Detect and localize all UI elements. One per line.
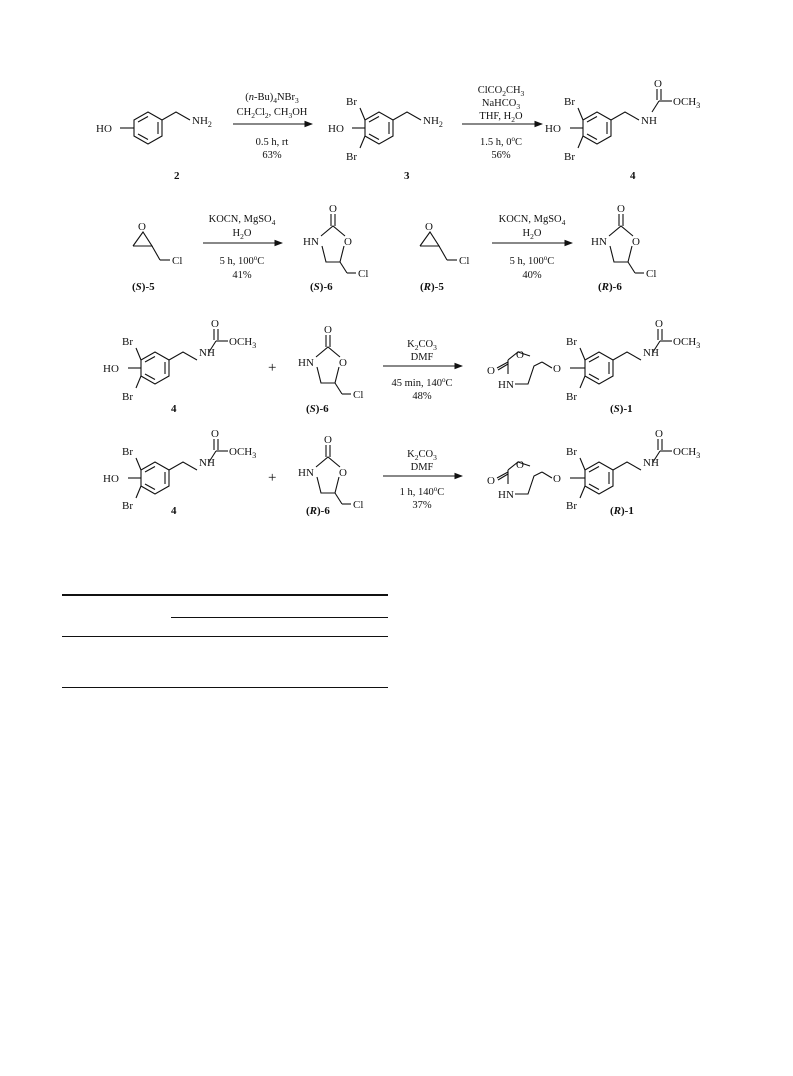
carbonyl-o: O: [324, 434, 332, 446]
ether-o: O: [553, 363, 561, 375]
br-top: Br: [564, 96, 575, 108]
cl-label: Cl: [358, 268, 369, 280]
reagent-k2co3: $K_2CO_3$: [407, 449, 437, 462]
reagent-clco2ch3: $ClCO_2CH_3$: [477, 85, 525, 98]
compound-4-label: 4: [171, 505, 177, 517]
yield-3: 48%: [412, 391, 432, 402]
reaction-arrow-1: [233, 92, 312, 161]
solvent-thf-h2o: THF, $H_2O$: [479, 111, 523, 124]
reaction-arrow-r: [492, 214, 572, 281]
compound-s-6-label: (S)-6: [310, 281, 333, 293]
compound-s-5: [132, 221, 182, 293]
plus-sign: +: [268, 470, 277, 486]
reagent-kocn: KOCN, MgSO$_4$: [208, 214, 276, 227]
carbonyl-o: O: [329, 203, 337, 215]
carbonyl-o: O: [324, 324, 332, 336]
compound-3-label: 3: [404, 170, 410, 182]
reagent-nahco3: NaHCO$_3$: [481, 98, 521, 111]
och3-label: $OCH_3$: [673, 446, 701, 460]
reagent-k2co3: $K_2CO_3$: [407, 339, 437, 352]
nh-label: NH: [643, 457, 659, 469]
ho-label: HO: [96, 123, 112, 135]
solvent-dmf: DMF: [410, 352, 434, 363]
carbonyl-o2: O: [655, 318, 663, 330]
yield-2: 56%: [491, 150, 511, 161]
reaction-arrow-4: [383, 449, 462, 511]
br-top: Br: [566, 336, 577, 348]
compound-s-6-label: (S)-6: [306, 403, 329, 415]
ho-label: HO: [328, 123, 344, 135]
ring-o: O: [516, 349, 524, 361]
time-temp-1: 0.5 h, rt: [255, 137, 289, 148]
time-temp-s: 5 h, 100$^o$C: [219, 254, 265, 267]
table-top-rule: [62, 594, 388, 596]
compound-r-5-label: (R)-5: [420, 281, 444, 293]
br-bottom: Br: [346, 151, 357, 163]
nh-label: NH: [643, 347, 659, 359]
table-bottom-rule: [62, 687, 388, 688]
carbonyl-o: O: [487, 365, 495, 377]
yield-1: 63%: [262, 150, 282, 161]
compound-r-5: [420, 221, 469, 293]
och3-label: $OCH_3$: [229, 446, 257, 460]
br-top: Br: [122, 446, 133, 458]
epoxide-o: O: [138, 221, 146, 233]
compound-4: [545, 78, 700, 182]
hn-label: HN: [591, 236, 607, 248]
row3-compound-s-6: [298, 324, 363, 415]
cl-label: Cl: [353, 389, 364, 401]
product-s-1: [487, 318, 700, 415]
carbonyl-o2: O: [655, 428, 663, 440]
ring-o: O: [339, 467, 347, 479]
reaction-arrow-3: [383, 339, 462, 402]
ring-o: O: [632, 236, 640, 248]
ether-o: O: [553, 473, 561, 485]
ring-o: O: [344, 236, 352, 248]
solvent-h2o: $H_2O$: [522, 228, 542, 241]
row4-compound-r-6: [298, 434, 363, 517]
time-temp-r: 5 h, 100$^o$C: [509, 254, 555, 267]
hn-label: HN: [298, 357, 314, 369]
time-temp-4: 1 h, 140$^o$C: [399, 485, 445, 498]
carbonyl-o: O: [654, 78, 662, 90]
compound-s-5-label: (S)-5: [132, 281, 155, 293]
reaction-arrow-2: [462, 85, 542, 161]
nh-label: NH: [199, 347, 215, 359]
reagent-kocn: KOCN, MgSO$_4$: [498, 214, 566, 227]
compound-r-6-label: (R)-6: [306, 505, 330, 517]
ring-o: O: [516, 459, 524, 471]
compound-2: [96, 112, 212, 182]
yield-4: 37%: [412, 500, 432, 511]
br-bottom: Br: [122, 500, 133, 512]
carbonyl-o: O: [211, 318, 219, 330]
reaction-arrow-s: [203, 214, 282, 281]
compound-s-6: [303, 203, 368, 293]
br-bottom: Br: [566, 500, 577, 512]
br-top: Br: [122, 336, 133, 348]
ho-label: HO: [103, 473, 119, 485]
time-temp-3: 45 min, 140$^o$C: [391, 376, 453, 389]
och3-label: $OCH_3$: [673, 336, 701, 350]
compound-3: [328, 96, 443, 182]
solvent-h2o: $H_2O$: [232, 228, 252, 241]
och3-label: $OCH_3$: [673, 96, 701, 110]
compound-r-6-label: (R)-6: [598, 281, 622, 293]
hn-label: HN: [498, 379, 514, 391]
table-subheader-rule: [171, 617, 388, 618]
compound-r-6: [591, 203, 656, 293]
nh-label: NH: [641, 115, 657, 127]
nh2-label: $NH_2$: [192, 115, 212, 129]
product-r-1-label: (R)-1: [610, 505, 634, 517]
och3-label: $OCH_3$: [229, 336, 257, 350]
ring-o: O: [339, 357, 347, 369]
compound-4-label: 4: [171, 403, 177, 415]
hn-label: HN: [498, 489, 514, 501]
br-bottom: Br: [564, 151, 575, 163]
br-top: Br: [346, 96, 357, 108]
time-temp-2: 1.5 h, 0$^o$C: [479, 135, 523, 148]
carbonyl-o: O: [617, 203, 625, 215]
cl-label: Cl: [459, 255, 470, 267]
compound-2-label: 2: [174, 170, 180, 182]
carbonyl-o: O: [487, 475, 495, 487]
product-s-1-label: (S)-1: [610, 403, 633, 415]
solvent-ch2cl2: $CH_2Cl_2$, $CH_3OH$: [236, 107, 308, 120]
yield-s: 41%: [232, 270, 252, 281]
hn-label: HN: [298, 467, 314, 479]
product-r-1: [487, 428, 700, 517]
yield-r: 40%: [522, 270, 542, 281]
cl-label: Cl: [172, 255, 183, 267]
compound-4-label: 4: [630, 170, 636, 182]
solvent-dmf: DMF: [410, 462, 434, 473]
row3-compound-4: [103, 318, 256, 415]
br-bottom: Br: [566, 391, 577, 403]
ho-label: HO: [545, 123, 561, 135]
reagent-nbu4nbr3: $(n-Bu)_4NBr_3$: [245, 92, 299, 105]
br-bottom: Br: [122, 391, 133, 403]
epoxide-o: O: [425, 221, 433, 233]
table-header-rule: [62, 636, 388, 637]
cl-label: Cl: [646, 268, 657, 280]
cl-label: Cl: [353, 499, 364, 511]
nh-label: NH: [199, 457, 215, 469]
plus-sign: +: [268, 360, 277, 376]
nh2-label: $NH_2$: [423, 115, 443, 129]
br-top: Br: [566, 446, 577, 458]
hn-label: HN: [303, 236, 319, 248]
ho-label: HO: [103, 363, 119, 375]
row4-compound-4: [103, 428, 256, 517]
carbonyl-o: O: [211, 428, 219, 440]
